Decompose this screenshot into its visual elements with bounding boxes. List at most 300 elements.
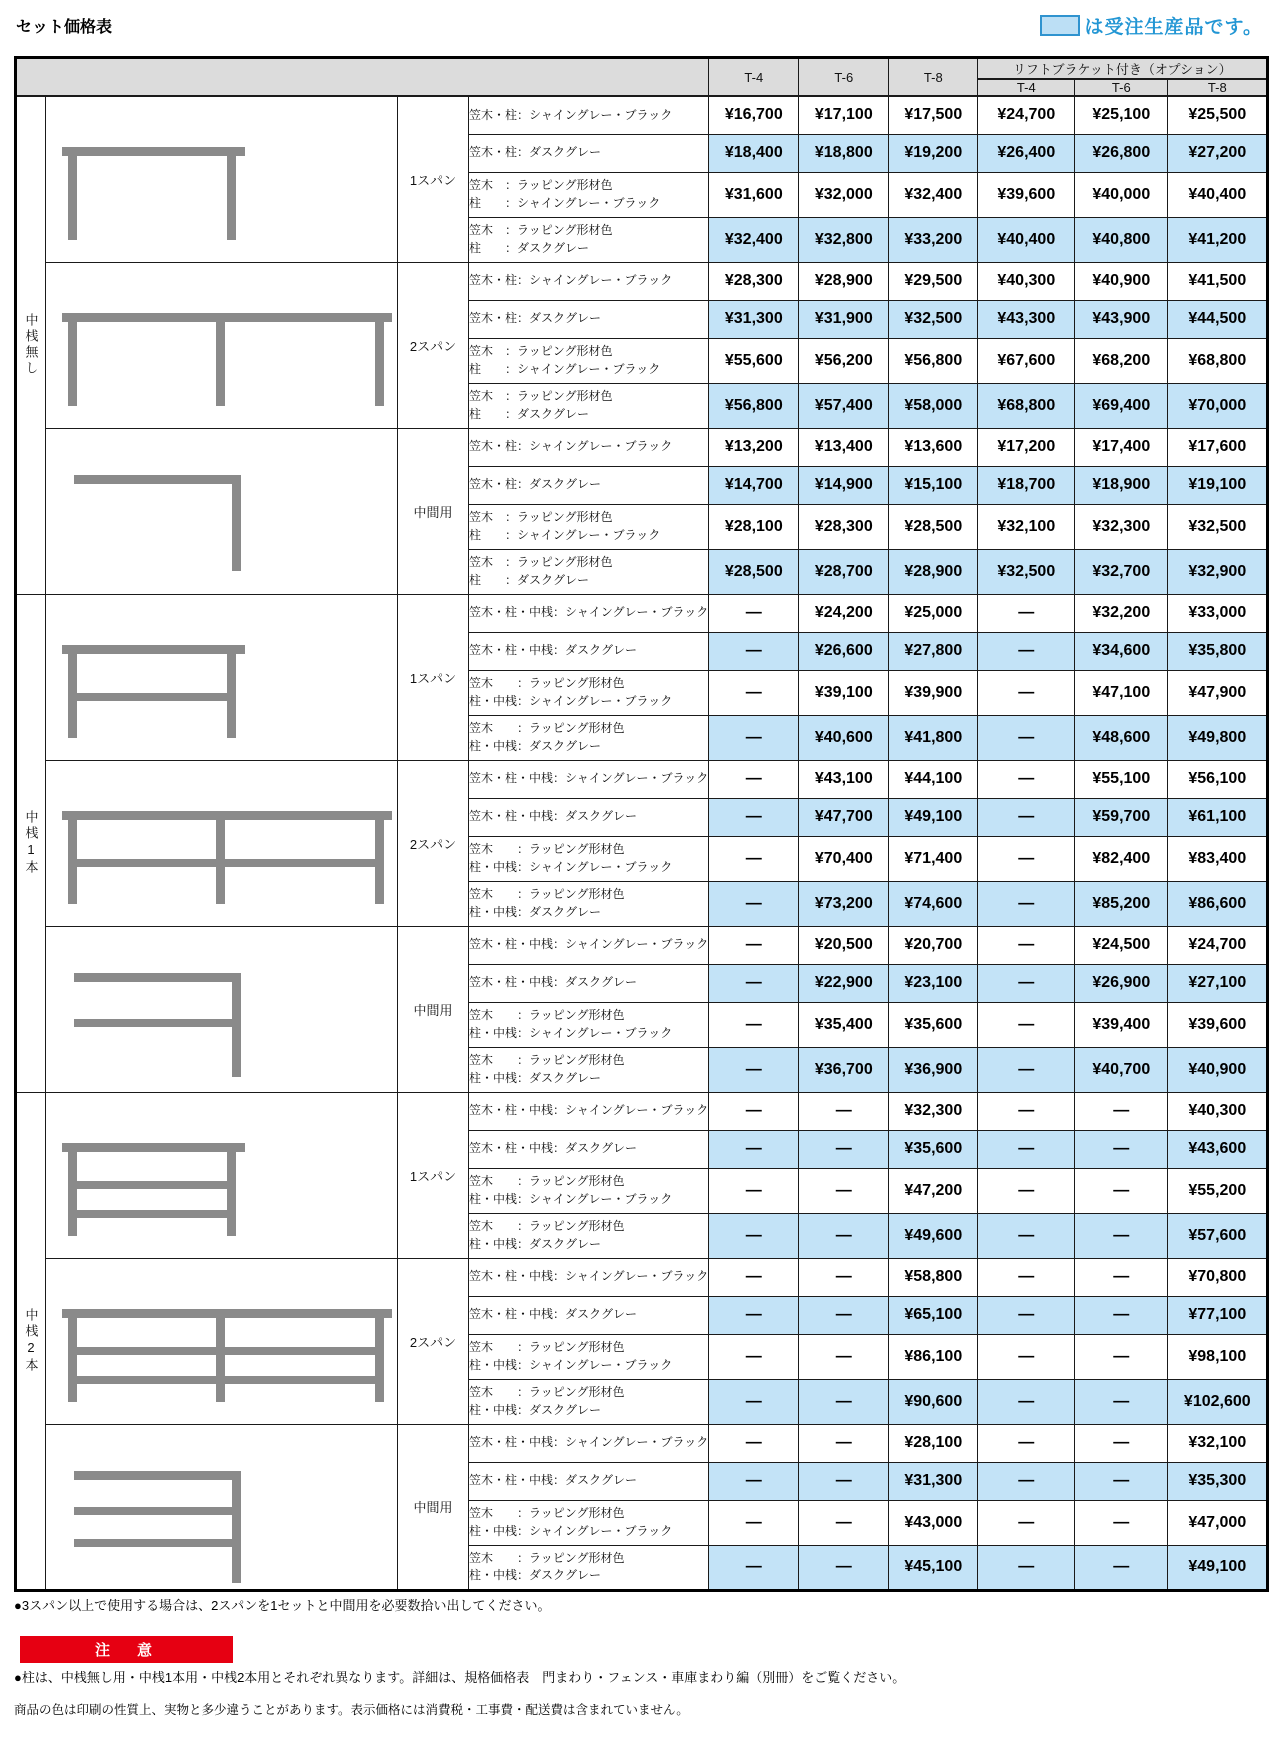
price-cell: — — [709, 715, 799, 760]
spec-line: 笠木 ：ラッピング形材色 — [469, 344, 613, 359]
price-cell: ¥40,800 — [1075, 217, 1168, 262]
post-bar — [216, 1318, 225, 1402]
price-cell: — — [709, 1130, 799, 1168]
spec-cell — [469, 798, 709, 836]
fence-diagram — [46, 1425, 397, 1589]
section-label-cell — [16, 96, 46, 594]
spec-line: 笠木 ：ラッピング形材色 — [469, 721, 625, 736]
spec-line: 笠木 ：ラッピング形材色 — [469, 887, 625, 902]
price-cell: ¥17,400 — [1075, 428, 1168, 466]
spec-line: 笠木・柱：シャイングレー・ブラック — [469, 439, 673, 454]
spec-line: 笠木 ：ラッピング形材色 — [469, 1008, 625, 1023]
price-cell: — — [978, 632, 1075, 670]
price-cell: ¥39,400 — [1075, 1002, 1168, 1047]
spec-cell — [469, 632, 709, 670]
price-cell: ¥44,500 — [1168, 300, 1268, 338]
spec-line: 柱・中桟：シャイングレー・ブラック — [469, 1191, 673, 1206]
price-cell: ¥19,200 — [889, 134, 978, 172]
price-cell: — — [1075, 1130, 1168, 1168]
price-cell: ¥56,200 — [799, 338, 889, 383]
column-header-option-size: T-6 — [1075, 79, 1168, 96]
price-cell: ¥82,400 — [1075, 836, 1168, 881]
price-cell: ¥32,000 — [799, 172, 889, 217]
price-cell: ¥28,900 — [799, 262, 889, 300]
price-cell: ¥47,200 — [889, 1168, 978, 1213]
price-cell: ¥68,800 — [978, 383, 1075, 428]
price-cell: — — [799, 1545, 889, 1590]
price-cell: ¥40,000 — [1075, 172, 1168, 217]
price-cell: — — [799, 1334, 889, 1379]
price-cell: — — [1075, 1379, 1168, 1424]
price-cell: ¥33,000 — [1168, 594, 1268, 632]
price-cell: ¥25,500 — [1168, 96, 1268, 134]
price-cell: ¥18,900 — [1075, 466, 1168, 504]
price-cell: — — [978, 1213, 1075, 1258]
price-cell: ¥41,500 — [1168, 262, 1268, 300]
span-label-cell: 中間用 — [398, 428, 469, 594]
price-cell: — — [978, 1462, 1075, 1500]
price-cell: — — [799, 1462, 889, 1500]
post-bar — [68, 156, 77, 240]
spec-line: 柱・中桟：シャイングレー・ブラック — [469, 1523, 673, 1538]
price-cell: ¥47,900 — [1168, 670, 1268, 715]
price-cell: ¥43,000 — [889, 1500, 978, 1545]
fence-diagram — [46, 595, 397, 760]
price-cell: ¥17,600 — [1168, 428, 1268, 466]
top-rail-bar — [74, 973, 241, 982]
spec-line: 柱・中桟：ダスクグレー — [469, 1236, 602, 1251]
price-cell: ¥45,100 — [889, 1545, 978, 1590]
price-cell: ¥39,600 — [1168, 1002, 1268, 1047]
spec-line: 笠木 ：ラッピング形材色 — [469, 510, 613, 525]
price-cell: ¥71,400 — [889, 836, 978, 881]
post-bar — [227, 1152, 236, 1236]
section-label-cell — [16, 1092, 46, 1590]
spec-cell — [469, 1379, 709, 1424]
spec-cell — [469, 134, 709, 172]
spec-cell — [469, 1168, 709, 1213]
spec-line: 笠木・柱・中桟：ダスクグレー — [469, 809, 638, 824]
price-cell: — — [709, 1047, 799, 1092]
price-cell: ¥43,600 — [1168, 1130, 1268, 1168]
price-cell: ¥32,100 — [1168, 1424, 1268, 1462]
fence-diagram — [46, 1093, 397, 1258]
spec-cell — [469, 670, 709, 715]
spec-cell — [469, 428, 709, 466]
middle-rail-bar — [68, 859, 384, 867]
price-cell: ¥40,400 — [978, 217, 1075, 262]
price-cell: — — [799, 1500, 889, 1545]
price-cell: — — [709, 632, 799, 670]
price-cell: — — [709, 926, 799, 964]
price-cell: — — [978, 1168, 1075, 1213]
price-cell: ¥28,300 — [799, 504, 889, 549]
price-cell: — — [1075, 1213, 1168, 1258]
spec-line: 笠木 ：ラッピング形材色 — [469, 1053, 625, 1068]
price-cell: ¥19,100 — [1168, 466, 1268, 504]
price-cell: ¥20,700 — [889, 926, 978, 964]
price-cell: — — [709, 1334, 799, 1379]
price-cell: — — [1075, 1258, 1168, 1296]
column-header-option-size: T-4 — [978, 79, 1075, 96]
spec-line: 笠木・柱：ダスクグレー — [469, 311, 602, 326]
price-cell: ¥90,600 — [889, 1379, 978, 1424]
set-price-table — [14, 56, 1269, 1592]
spec-cell — [469, 1213, 709, 1258]
price-cell: — — [709, 1462, 799, 1500]
price-cell: ¥56,800 — [709, 383, 799, 428]
diagram-cell — [46, 1092, 398, 1258]
price-cell: — — [799, 1296, 889, 1334]
price-cell: — — [978, 926, 1075, 964]
price-cell: ¥13,600 — [889, 428, 978, 466]
price-cell: ¥32,200 — [1075, 594, 1168, 632]
price-cell: ¥86,600 — [1168, 881, 1268, 926]
spec-line: 笠木・柱・中桟：ダスクグレー — [469, 1307, 638, 1322]
spec-line: 柱・中桟：シャイングレー・ブラック — [469, 693, 673, 708]
spec-line: 笠木・柱・中桟：シャイングレー・ブラック — [469, 771, 709, 786]
price-cell: ¥49,100 — [889, 798, 978, 836]
price-cell: ¥35,800 — [1168, 632, 1268, 670]
price-cell: — — [978, 670, 1075, 715]
spec-cell — [469, 1130, 709, 1168]
price-cell: ¥25,100 — [1075, 96, 1168, 134]
span-label-cell: 2スパン — [398, 760, 469, 926]
price-cell: ¥56,800 — [889, 338, 978, 383]
post-bar — [68, 1318, 77, 1402]
spec-line: 笠木・柱・中桟：ダスクグレー — [469, 975, 638, 990]
price-cell: — — [799, 1213, 889, 1258]
spec-cell — [469, 1092, 709, 1130]
span-label-cell: 中間用 — [398, 1424, 469, 1590]
top-rail-bar — [62, 645, 245, 654]
price-cell: — — [1075, 1500, 1168, 1545]
price-cell: — — [709, 1379, 799, 1424]
spec-line: 笠木・柱・中桟：シャイングレー・ブラック — [469, 1269, 709, 1284]
price-cell: ¥40,600 — [799, 715, 889, 760]
price-cell: ¥34,600 — [1075, 632, 1168, 670]
price-cell: ¥25,000 — [889, 594, 978, 632]
spec-line: 笠木 ：ラッピング形材色 — [469, 223, 613, 238]
price-cell: — — [709, 1168, 799, 1213]
spec-cell — [469, 594, 709, 632]
price-cell: ¥58,800 — [889, 1258, 978, 1296]
span-label-cell: 1スパン — [398, 96, 469, 262]
price-cell: — — [799, 1379, 889, 1424]
post-bar — [375, 322, 384, 406]
price-cell: ¥26,600 — [799, 632, 889, 670]
price-cell: ¥28,500 — [709, 549, 799, 594]
price-cell: ¥55,600 — [709, 338, 799, 383]
span-label-cell: 1スパン — [398, 594, 469, 760]
price-cell: ¥31,600 — [709, 172, 799, 217]
span-label-cell: 2スパン — [398, 262, 469, 428]
price-cell: ¥14,700 — [709, 466, 799, 504]
column-header-size: T-6 — [799, 58, 889, 97]
price-cell: — — [978, 1500, 1075, 1545]
spec-line: 柱・中桟：ダスクグレー — [469, 1402, 602, 1417]
price-cell: ¥28,100 — [709, 504, 799, 549]
spec-cell — [469, 217, 709, 262]
column-header-lift-bracket-option: リフトブラケット付き（オプション） — [978, 58, 1268, 80]
post-bar — [232, 475, 241, 571]
price-cell: ¥36,900 — [889, 1047, 978, 1092]
price-cell: — — [709, 1092, 799, 1130]
spec-cell — [469, 760, 709, 798]
middle-rail-bar — [68, 1376, 384, 1384]
spec-line: 笠木 ：ラッピング形材色 — [469, 842, 625, 857]
price-cell: ¥35,600 — [889, 1130, 978, 1168]
spec-line: 柱・中桟：ダスクグレー — [469, 1070, 602, 1085]
spec-line: 笠木 ：ラッピング形材色 — [469, 555, 613, 570]
spec-cell — [469, 1424, 709, 1462]
price-cell: ¥35,400 — [799, 1002, 889, 1047]
price-cell: ¥43,300 — [978, 300, 1075, 338]
diagram-cell — [46, 96, 398, 262]
spec-line: 笠木・柱・中桟：シャイングレー・ブラック — [469, 937, 709, 952]
price-cell: ¥44,100 — [889, 760, 978, 798]
price-cell: — — [978, 798, 1075, 836]
price-cell: ¥15,100 — [889, 466, 978, 504]
spec-cell — [469, 383, 709, 428]
spec-line: 柱・中桟：シャイングレー・ブラック — [469, 1357, 673, 1372]
price-cell: ¥43,900 — [1075, 300, 1168, 338]
spec-cell — [469, 466, 709, 504]
spec-cell — [469, 1002, 709, 1047]
price-cell: ¥47,100 — [1075, 670, 1168, 715]
price-cell: — — [799, 1168, 889, 1213]
span-label-cell: 2スパン — [398, 1258, 469, 1424]
spec-cell — [469, 881, 709, 926]
spec-line: 柱 ：シャイングレー・ブラック — [469, 195, 661, 210]
price-cell: ¥77,100 — [1168, 1296, 1268, 1334]
caution-title: 注 意 — [94, 1642, 158, 1659]
price-cell: ¥57,600 — [1168, 1213, 1268, 1258]
diagram-cell — [46, 926, 398, 1092]
span-label-cell: 1スパン — [398, 1092, 469, 1258]
price-cell: ¥14,900 — [799, 466, 889, 504]
price-cell: ¥16,700 — [709, 96, 799, 134]
price-cell: ¥17,200 — [978, 428, 1075, 466]
price-cell: ¥85,200 — [1075, 881, 1168, 926]
price-cell: — — [709, 881, 799, 926]
price-cell: ¥28,900 — [889, 549, 978, 594]
price-cell: ¥32,400 — [889, 172, 978, 217]
price-cell: — — [1075, 1334, 1168, 1379]
price-cell: ¥24,700 — [978, 96, 1075, 134]
spec-cell — [469, 504, 709, 549]
column-header-size: T-8 — [889, 58, 978, 97]
price-cell: ¥32,300 — [1075, 504, 1168, 549]
price-cell: ¥39,900 — [889, 670, 978, 715]
column-header-option-size: T-8 — [1168, 79, 1268, 96]
post-bar — [375, 1318, 384, 1402]
section-label: 中桟無し — [23, 313, 39, 378]
price-cell: — — [978, 1092, 1075, 1130]
price-cell: ¥49,100 — [1168, 1545, 1268, 1590]
middle-rail-bar — [74, 1019, 232, 1027]
spec-line: 笠木 ：ラッピング形材色 — [469, 389, 613, 404]
price-cell: — — [978, 1545, 1075, 1590]
price-cell: ¥32,300 — [889, 1092, 978, 1130]
fence-diagram — [46, 263, 397, 428]
spec-line: 柱 ：ダスクグレー — [469, 240, 590, 255]
top-rail-bar — [62, 1309, 392, 1318]
price-cell: — — [709, 836, 799, 881]
post-bar — [216, 322, 225, 406]
price-cell: ¥27,800 — [889, 632, 978, 670]
price-cell: ¥73,200 — [799, 881, 889, 926]
diagram-cell — [46, 1258, 398, 1424]
middle-rail-bar — [68, 1181, 236, 1189]
spec-cell — [469, 926, 709, 964]
price-cell: ¥13,200 — [709, 428, 799, 466]
price-cell: ¥40,400 — [1168, 172, 1268, 217]
price-cell: — — [978, 1296, 1075, 1334]
spec-line: 笠木・柱・中桟：シャイングレー・ブラック — [469, 605, 709, 620]
price-cell: — — [978, 1334, 1075, 1379]
spec-line: 柱 ：シャイングレー・ブラック — [469, 527, 661, 542]
spec-cell — [469, 964, 709, 1002]
price-cell: ¥29,500 — [889, 262, 978, 300]
price-cell: ¥40,300 — [1168, 1092, 1268, 1130]
spec-cell — [469, 96, 709, 134]
spec-line: 笠木・柱・中桟：シャイングレー・ブラック — [469, 1103, 709, 1118]
price-cell: ¥40,700 — [1075, 1047, 1168, 1092]
price-cell: — — [978, 1379, 1075, 1424]
price-cell: ¥28,700 — [799, 549, 889, 594]
price-cell: ¥43,100 — [799, 760, 889, 798]
price-cell: ¥36,700 — [799, 1047, 889, 1092]
fence-diagram — [46, 761, 397, 926]
price-cell: ¥28,100 — [889, 1424, 978, 1462]
price-cell: ¥58,000 — [889, 383, 978, 428]
price-cell: — — [709, 760, 799, 798]
price-cell: ¥57,400 — [799, 383, 889, 428]
column-header-size: T-4 — [709, 58, 799, 97]
price-cell: ¥49,600 — [889, 1213, 978, 1258]
middle-rail-bar — [68, 1210, 236, 1218]
price-cell: ¥32,500 — [1168, 504, 1268, 549]
spec-cell — [469, 300, 709, 338]
price-cell: ¥41,800 — [889, 715, 978, 760]
price-cell: — — [709, 1545, 799, 1590]
spec-cell — [469, 262, 709, 300]
page-title: セット価格表 — [16, 19, 113, 36]
top-rail-bar — [74, 475, 241, 484]
price-cell: — — [978, 715, 1075, 760]
price-cell: ¥23,100 — [889, 964, 978, 1002]
top-rail-bar — [62, 313, 392, 322]
price-cell: ¥18,800 — [799, 134, 889, 172]
price-cell: ¥98,100 — [1168, 1334, 1268, 1379]
spec-line: 柱・中桟：シャイングレー・ブラック — [469, 1025, 673, 1040]
price-cell: ¥48,600 — [1075, 715, 1168, 760]
fence-diagram — [46, 927, 397, 1092]
price-cell: — — [1075, 1424, 1168, 1462]
price-cell: ¥59,700 — [1075, 798, 1168, 836]
spec-line: 笠木 ：ラッピング形材色 — [469, 1506, 625, 1521]
top-rail-bar — [62, 811, 392, 820]
spec-cell — [469, 172, 709, 217]
spec-line: 柱・中桟：シャイングレー・ブラック — [469, 859, 673, 874]
spec-line: 笠木 ：ラッピング形材色 — [469, 1219, 625, 1234]
price-cell: ¥74,600 — [889, 881, 978, 926]
spec-line: 柱 ：シャイングレー・ブラック — [469, 361, 661, 376]
price-cell: — — [978, 1002, 1075, 1047]
price-cell: ¥28,500 — [889, 504, 978, 549]
price-cell: ¥26,400 — [978, 134, 1075, 172]
price-cell: ¥41,200 — [1168, 217, 1268, 262]
spec-line: 笠木・柱・中桟：ダスクグレー — [469, 1141, 638, 1156]
legend-label: は受注生産品です。 — [1084, 17, 1263, 38]
spec-cell — [469, 1258, 709, 1296]
price-cell: ¥47,000 — [1168, 1500, 1268, 1545]
price-cell: — — [978, 964, 1075, 1002]
price-cell: ¥31,300 — [709, 300, 799, 338]
price-cell: — — [709, 1424, 799, 1462]
top-rail-bar — [62, 1143, 245, 1152]
price-cell: ¥68,200 — [1075, 338, 1168, 383]
price-cell: ¥35,300 — [1168, 1462, 1268, 1500]
spec-cell — [469, 1047, 709, 1092]
price-cell: — — [709, 1213, 799, 1258]
price-cell: ¥31,900 — [799, 300, 889, 338]
fence-diagram — [46, 1259, 397, 1424]
price-cell: ¥69,400 — [1075, 383, 1168, 428]
price-cell: ¥26,900 — [1075, 964, 1168, 1002]
price-cell: ¥24,200 — [799, 594, 889, 632]
diagram-cell — [46, 428, 398, 594]
price-cell: — — [709, 798, 799, 836]
middle-rail-bar — [74, 1507, 232, 1515]
price-cell: ¥32,100 — [978, 504, 1075, 549]
price-cell: — — [799, 1258, 889, 1296]
price-cell: ¥83,400 — [1168, 836, 1268, 881]
spec-line: 笠木 ：ラッピング形材色 — [469, 676, 625, 691]
price-cell: ¥61,100 — [1168, 798, 1268, 836]
spec-line: 柱 ：ダスクグレー — [469, 406, 590, 421]
price-cell: — — [978, 1047, 1075, 1092]
price-cell: — — [1075, 1545, 1168, 1590]
spec-line: 柱・中桟：ダスクグレー — [469, 1568, 602, 1582]
price-cell: — — [978, 760, 1075, 798]
price-cell: — — [978, 594, 1075, 632]
price-cell: — — [1075, 1462, 1168, 1500]
price-cell: — — [709, 1258, 799, 1296]
price-cell: — — [709, 1002, 799, 1047]
price-cell: — — [978, 881, 1075, 926]
top-rail-bar — [62, 147, 245, 156]
price-cell: ¥67,600 — [978, 338, 1075, 383]
price-cell: ¥26,800 — [1075, 134, 1168, 172]
spec-line: 笠木・柱：シャイングレー・ブラック — [469, 273, 673, 288]
price-cell: — — [799, 1092, 889, 1130]
legend — [1040, 12, 1263, 39]
price-cell: ¥47,700 — [799, 798, 889, 836]
price-cell: ¥18,700 — [978, 466, 1075, 504]
price-cell: — — [799, 1424, 889, 1462]
spec-cell — [469, 715, 709, 760]
price-cell: ¥39,600 — [978, 172, 1075, 217]
caution-note-2: 商品の色は印刷の性質上、実物と多少違うことがあります。表示価格には消費税・工事費・配送費は含まれていません。 — [14, 1703, 689, 1717]
middle-rail-bar — [68, 1347, 384, 1355]
spec-line: 笠木・柱・中桟：シャイングレー・ブラック — [469, 1435, 709, 1450]
price-cell: ¥28,300 — [709, 262, 799, 300]
price-cell: ¥13,400 — [799, 428, 889, 466]
price-cell: — — [709, 1296, 799, 1334]
price-cell: — — [978, 1130, 1075, 1168]
